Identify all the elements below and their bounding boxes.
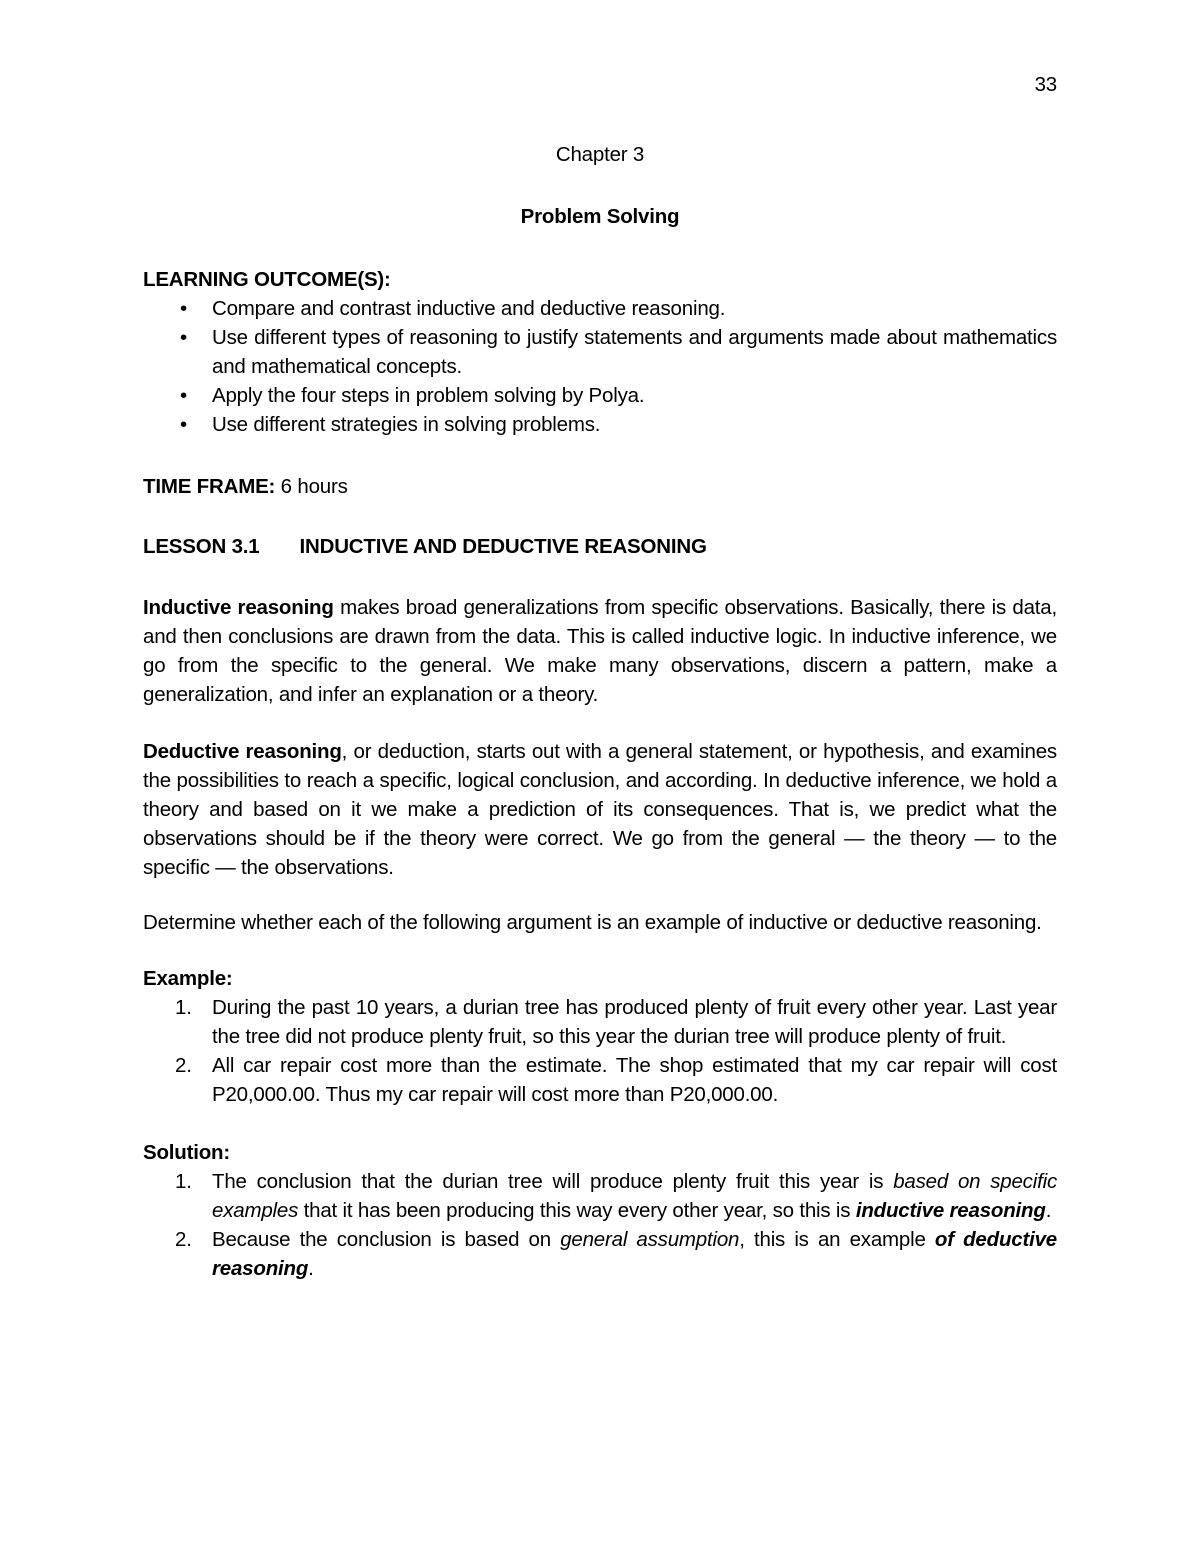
chapter-heading: Chapter 3 [555, 143, 645, 166]
paragraph-lead: Deductive reasoning [143, 740, 342, 763]
bullet-icon: • [180, 326, 187, 349]
learning-outcomes-heading: LEARNING OUTCOME(S): [143, 268, 391, 291]
text-run: inductive reasoning [855, 1199, 1046, 1222]
lesson-heading [143, 532, 1057, 561]
list-number: 2. [175, 1228, 192, 1251]
list-item-text: All car repair cost more than the estimate. The shop estimated that my car repair will cost P20,000.00. Thus my car repair will cost more than P20,000.00. [212, 1054, 1057, 1106]
learning-outcomes-list [143, 294, 1057, 439]
list-number: 1. [175, 996, 192, 1019]
list-item-text: Apply the four steps in problem solving by Polya. [212, 384, 645, 407]
page-number: 33 [1034, 73, 1057, 96]
list-item-text [212, 1228, 1057, 1280]
list-item-text: During the past 10 years, a durian tree has produced plenty of fruit every other year. Last year the tree did not produce plenty fruit, so this year the durian tree will produce plenty of fruit. [212, 996, 1057, 1048]
example-section [143, 964, 1057, 1109]
text-run: The conclusion that the durian tree will produce plenty fruit this year is [212, 1170, 894, 1193]
list-item [143, 410, 1057, 439]
list-item [143, 381, 1057, 410]
list-number: 2. [175, 1054, 192, 1077]
list-item [143, 1167, 1057, 1225]
text-run: , this is an example [739, 1228, 935, 1251]
bullet-icon: • [180, 297, 187, 320]
example-list [143, 993, 1057, 1109]
solution-heading: Solution: [143, 1141, 231, 1164]
list-item [143, 323, 1057, 381]
text-run: general assumption [560, 1228, 740, 1251]
paragraph-lead: Inductive reasoning [143, 596, 334, 619]
text-run: of deductive reasoning [212, 1228, 1057, 1280]
list-item [143, 1051, 1057, 1109]
list-item [143, 294, 1057, 323]
list-item-text: Use different strategies in solving problems. [212, 413, 601, 436]
time-frame-label: TIME FRAME: [143, 475, 281, 498]
list-item [143, 1225, 1057, 1283]
paragraph-determine: Determine whether each of the following argument is an example of inductive or deductive reasoning. [143, 911, 1042, 934]
list-item-text: Compare and contrast inductive and deductive reasoning. [212, 297, 726, 320]
lesson-title: INDUCTIVE AND DEDUCTIVE REASONING [299, 535, 707, 558]
list-item-text [212, 1170, 1057, 1222]
paragraph-inductive-reasoning [143, 593, 1057, 709]
paragraph-body: , or deduction, starts out with a general statement, or hypothesis, and examines the possibilities to reach a specific, logical conclusion, and according. In deductive inference, we hold a theory and based on it we make a prediction of its consequences. That is, we predict what the observations should be if the theory were correct. We go from the general — the theory — to the specific — the observations. [143, 740, 1057, 879]
list-item-text: Use different types of reasoning to justify statements and arguments made about mathematics and mathematical concepts. [212, 326, 1057, 378]
lesson-number: LESSON 3.1 [143, 535, 260, 558]
solution-section [143, 1138, 1057, 1283]
text-run: based on specific examples [212, 1170, 1057, 1222]
paragraph-body: makes broad generalizations from specific observations. Basically, there is data, and then conclusions are drawn from the data. This is called inductive logic. In inductive inference, we go from the specific to the general. We make many observations, discern a pattern, make a generalization, and infer an explanation or a theory. [143, 596, 1058, 706]
text-run: . [308, 1257, 314, 1280]
page-title: Problem Solving [520, 205, 680, 228]
text-run: Because the conclusion is based on [212, 1228, 561, 1251]
example-heading: Example: [143, 967, 233, 990]
time-frame [143, 472, 1057, 501]
learning-outcomes-section [143, 265, 1057, 439]
paragraph-deductive-reasoning [143, 737, 1057, 882]
solution-list [143, 1167, 1057, 1283]
text-run: . [1045, 1199, 1052, 1222]
text-run: that it has been producing this way every other year, so this is [298, 1199, 856, 1222]
bullet-icon: • [180, 413, 187, 436]
list-item [143, 993, 1057, 1051]
list-number: 1. [175, 1170, 192, 1193]
time-frame-value: 6 hours [280, 475, 348, 498]
bullet-icon: • [180, 384, 187, 407]
